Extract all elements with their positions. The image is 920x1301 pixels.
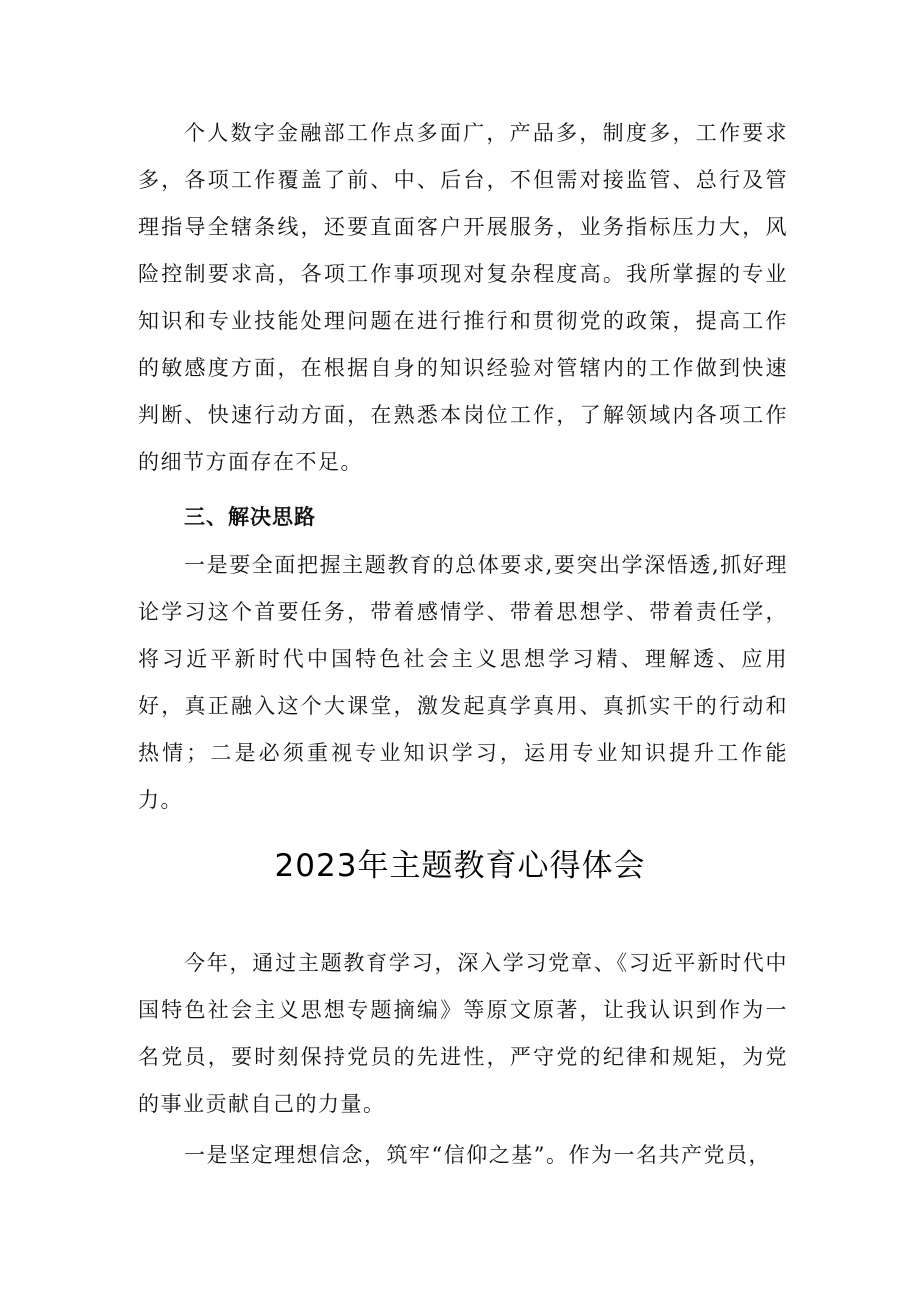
body-paragraph-shortcomings: 个人数字金融部工作点多面广，产品多，制度多，工作要求多，各项工作覆盖了前、中、后台，不但需对接监管、总行及管理指导全辖条线，还要直面客户开展服务，业务指标压力大，风险控制要求高，各项工作事项现对复杂程度高。我所掌握的专业知识和专业技能处理问题在进行推行和贯彻党的政策，提高工作的敏感度方面，在根据自身的知识经验对管辖内的工作做到快速判断、快速行动方面，在熟悉本岗位工作，了解领域内各项工作的细节方面存在不足。 [138, 121, 788, 474]
section-heading-solutions: 三、解决思路 [184, 505, 316, 529]
body-paragraph-solutions: 一是要全面把握主题教育的总体要求,要突出学深悟透,抓好理论学习这个首要任务，带着感情学、带着思想学、带着责任学，将习近平新时代中国特色社会主义思想学习精、理解透、应用好，真正融入这个大课堂，激发起真学真用、真抓实干的行动和热情；二是必须重视专业知识学习，运用专业知识提升工作能力。 [138, 553, 788, 812]
body-paragraph-intro: 今年，通过主题教育学习，深入学习党章、《习近平新时代中国特色社会主义思想专题摘编》等原文原著，让我认识到作为一名党员，要时刻保持党员的先进性，严守党的纪律和规矩，为党的事业贡献自己的力量。 [138, 951, 788, 1116]
article-title: 2023年主题教育心得体会 [274, 848, 646, 884]
body-paragraph-first-point: 一是坚定理想信念，筑牢“信仰之基”。作为一名共产党员， [184, 1143, 771, 1167]
